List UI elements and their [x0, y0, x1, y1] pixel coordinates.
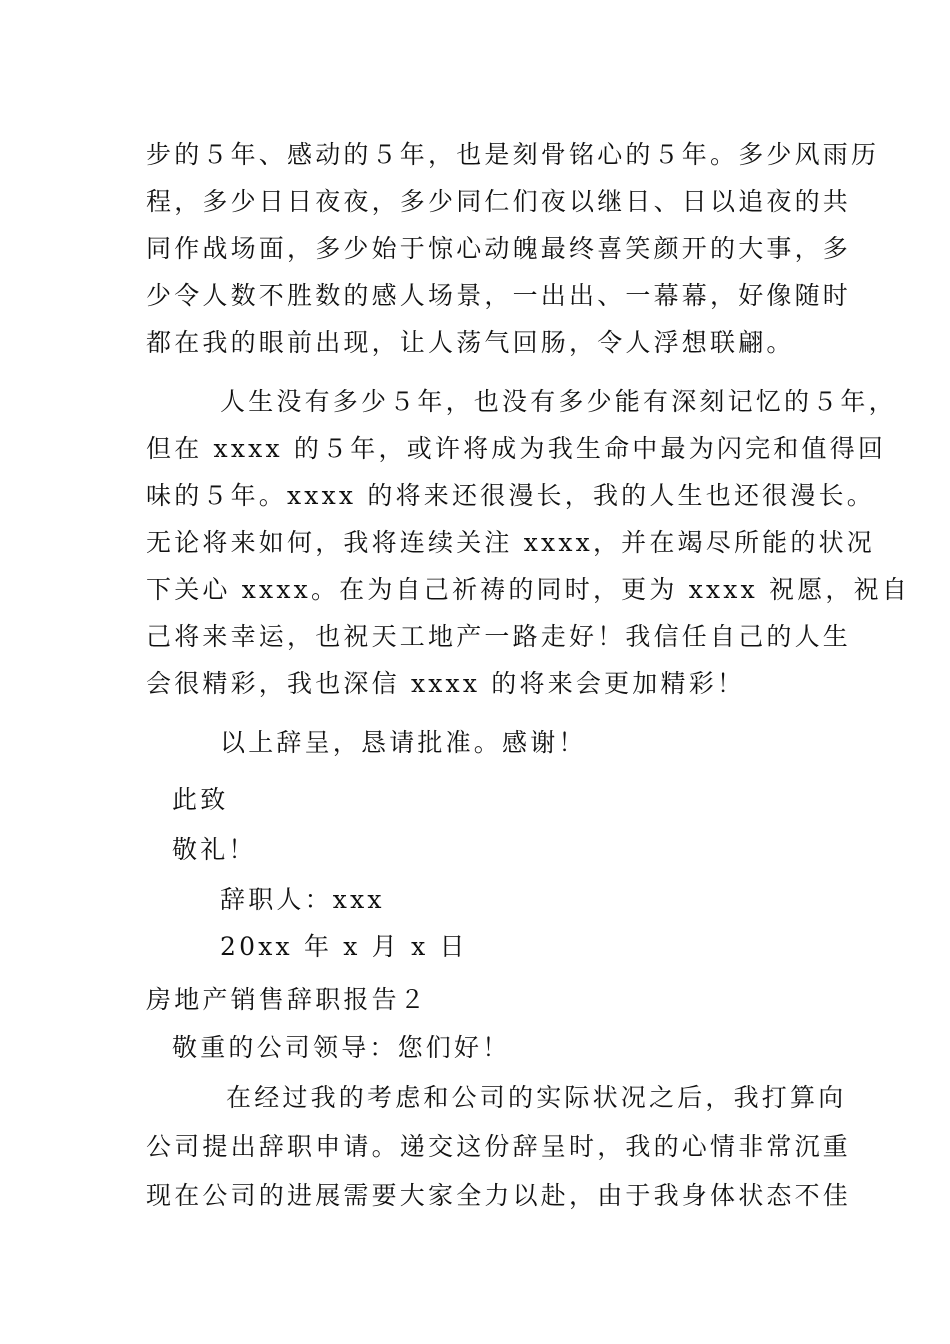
section-heading: 房地产销售辞职报告２	[146, 985, 429, 1014]
paragraph-line: 在经过我的考虑和公司的实际状况之后，我打算向	[226, 1083, 847, 1112]
closing-line: 以上辞呈，恳请批准。感谢！	[220, 728, 587, 757]
paragraph-line: 但在 xxxx 的５年，或许将成为我生命中最为闪完和值得回	[146, 434, 887, 463]
paragraph-line: 无论将来如何，我将连续关注 xxxx，并在竭尽所能的状况	[146, 528, 875, 557]
paragraph-line: 步的５年、感动的５年，也是刻骨铭心的５年。多少风雨历	[146, 140, 880, 169]
paragraph-line: 同作战场面，多少始于惊心动魄最终喜笑颜开的大事，多	[146, 234, 852, 263]
paragraph-line: 会很精彩，我也深信 xxxx 的将来会更加精彩！	[146, 669, 746, 698]
paragraph-line: 现在公司的进展需要大家全力以赴，由于我身体状态不佳	[146, 1181, 852, 1210]
paragraph-line: 下关心 xxxx。在为自己祈祷的同时，更为 xxxx 祝愿，祝自	[146, 575, 911, 604]
signer-line: 辞职人：xxx	[220, 885, 385, 914]
paragraph-line: 味的５年。xxxx 的将来还很漫长，我的人生也还很漫长。	[146, 481, 875, 510]
paragraph-line: 公司提出辞职申请。递交这份辞呈时，我的心情非常沉重	[146, 1132, 852, 1161]
paragraph-line: 少令人数不胜数的感人场景，一出出、一幕幕，好像随时	[146, 281, 852, 310]
date-line: 20xx 年 x 月 x 日	[220, 932, 468, 961]
paragraph-line: 人生没有多少５年，也没有多少能有深刻记忆的５年，	[220, 387, 897, 416]
paragraph-line: 都在我的眼前出现，让人荡气回肠，令人浮想联翩。	[146, 328, 795, 357]
salutation-line: 此致	[172, 785, 229, 814]
paragraph-line: 己将来幸运，也祝天工地产一路走好！我信任自己的人生	[146, 622, 852, 651]
salutation-line: 敬礼！	[172, 835, 257, 864]
greeting-line: 敬重的公司领导：您们好！	[172, 1033, 511, 1062]
paragraph-line: 程，多少日日夜夜，多少同仁们夜以继日、日以追夜的共	[146, 187, 852, 216]
